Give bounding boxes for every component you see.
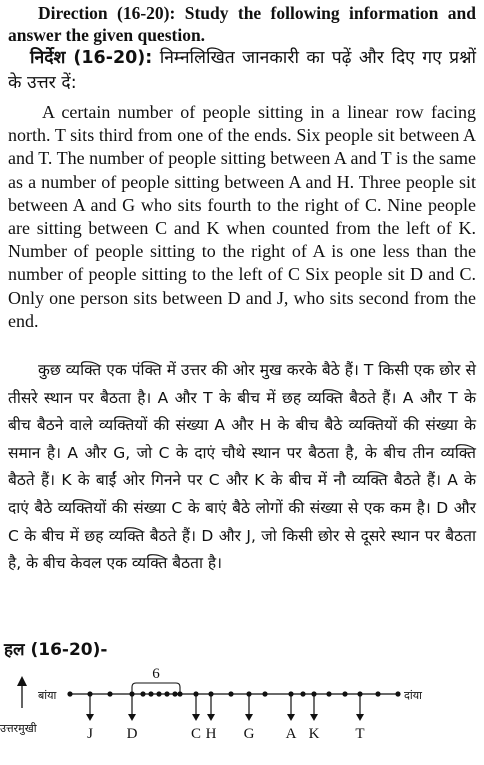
seat-dot: [375, 691, 380, 696]
seat-dot: [311, 691, 316, 696]
seat-dot: [107, 691, 112, 696]
seat-dot: [208, 691, 213, 696]
solution-heading: हल (16-20)-: [4, 640, 108, 660]
seat-dot: [288, 691, 293, 696]
seat-dot: [148, 691, 153, 696]
person-label-g: G: [243, 726, 255, 742]
seat-dot: [395, 691, 400, 696]
person-arrow-head-d: [128, 714, 136, 721]
seating-diagram: [0, 656, 484, 765]
person-arrow-head-g: [245, 714, 253, 721]
seat-dot: [300, 691, 305, 696]
seat-dot: [156, 691, 161, 696]
person-label-d: D: [126, 726, 138, 742]
left-label: बांया: [38, 689, 57, 702]
seat-dot: [172, 691, 177, 696]
person-arrow-head-k: [310, 714, 318, 721]
person-label-k: K: [308, 726, 320, 742]
seat-dot: [326, 691, 331, 696]
bracket-count: 6: [152, 666, 160, 682]
facing-label: उत्तरमुखी: [0, 722, 37, 735]
person-label-j: J: [87, 726, 93, 742]
person-arrow-head-h: [207, 714, 215, 721]
seat-dot: [262, 691, 267, 696]
puzzle-paragraph-hindi: कुछ व्यक्ति एक पंक्ति में उत्तर की ओर मुख करके बैठे हैं। T किसी एक छोर से तीसरे स्थान पर बैठता है। A और T के बीच में छह व्यक्ति बैठते हैं। A और T के बीच बैठने वाले व्यक्तियों की संख्या A और H के बीच बैठे व्यक्तियों की संख्या के समान है। A और G, जो C के दाएं चौथे स्थान पर बैठता है, के बीच तीन व्यक्ति बैठते हैं। K के बाईं ओर गिनने पर C और K के बीच में नौ व्यक्ति बैठते हैं। A के दाएं बैठे व्यक्तियों की संख्या C के बाएं बैठे लोगों की संख्या से एक कम है। D और C के बीच में छह व्यक्ति बैठते हैं। D और J, जो किसी छोर से दूसरे स्थान पर बैठता है, के बीच केवल एक व्यक्ति बैठता है।: [8, 361, 476, 573]
seat-dot: [67, 691, 72, 696]
seat-dot: [246, 691, 251, 696]
seat-dot: [140, 691, 145, 696]
puzzle-paragraph-english: A certain number of people sitting in a linear row facing north. T sits third from one of the ends. Six people sit between A and T. The number of people sitting between A and T is the same as a number of people sitting between A and H. Three people sit between A and G who sits fourth to the right of C. Nine people are sitting between C and K when counted from the left of K. Number of people sitting to the right of A is one less than the number of people sitting to the left of C Six people sit D and C. Only one person sits between D and J, who sits second from the end.: [8, 102, 476, 331]
direction-hindi: [8, 46, 476, 96]
seat-dot: [87, 691, 92, 696]
person-label-c: C: [190, 726, 202, 742]
direction-english: Direction (16-20): Study the following information and answer the given question.: [8, 3, 476, 45]
person-arrows: [86, 696, 365, 742]
seat-dot: [164, 691, 169, 696]
person-label-t: T: [355, 726, 365, 742]
direction-hindi-text: निम्नलिखित जानकारी का पढ़ें और दिए गए प्रश्नों के उत्तर दें:: [8, 48, 476, 93]
seat-dot: [357, 691, 362, 696]
seat-dot: [342, 691, 347, 696]
person-label-h: H: [205, 726, 217, 742]
seat-dot: [228, 691, 233, 696]
person-arrow-head-j: [86, 714, 94, 721]
person-arrow-head-a: [287, 714, 295, 721]
person-arrow-head-c: [192, 714, 200, 721]
north-arrow-head: [17, 676, 27, 686]
seat-dot: [193, 691, 198, 696]
person-label-a: A: [285, 726, 297, 742]
bracket: [132, 683, 180, 694]
person-arrow-head-t: [356, 714, 364, 721]
direction-hindi-label: निर्देश (16-20):: [30, 48, 153, 68]
right-label: दांया: [404, 689, 422, 702]
